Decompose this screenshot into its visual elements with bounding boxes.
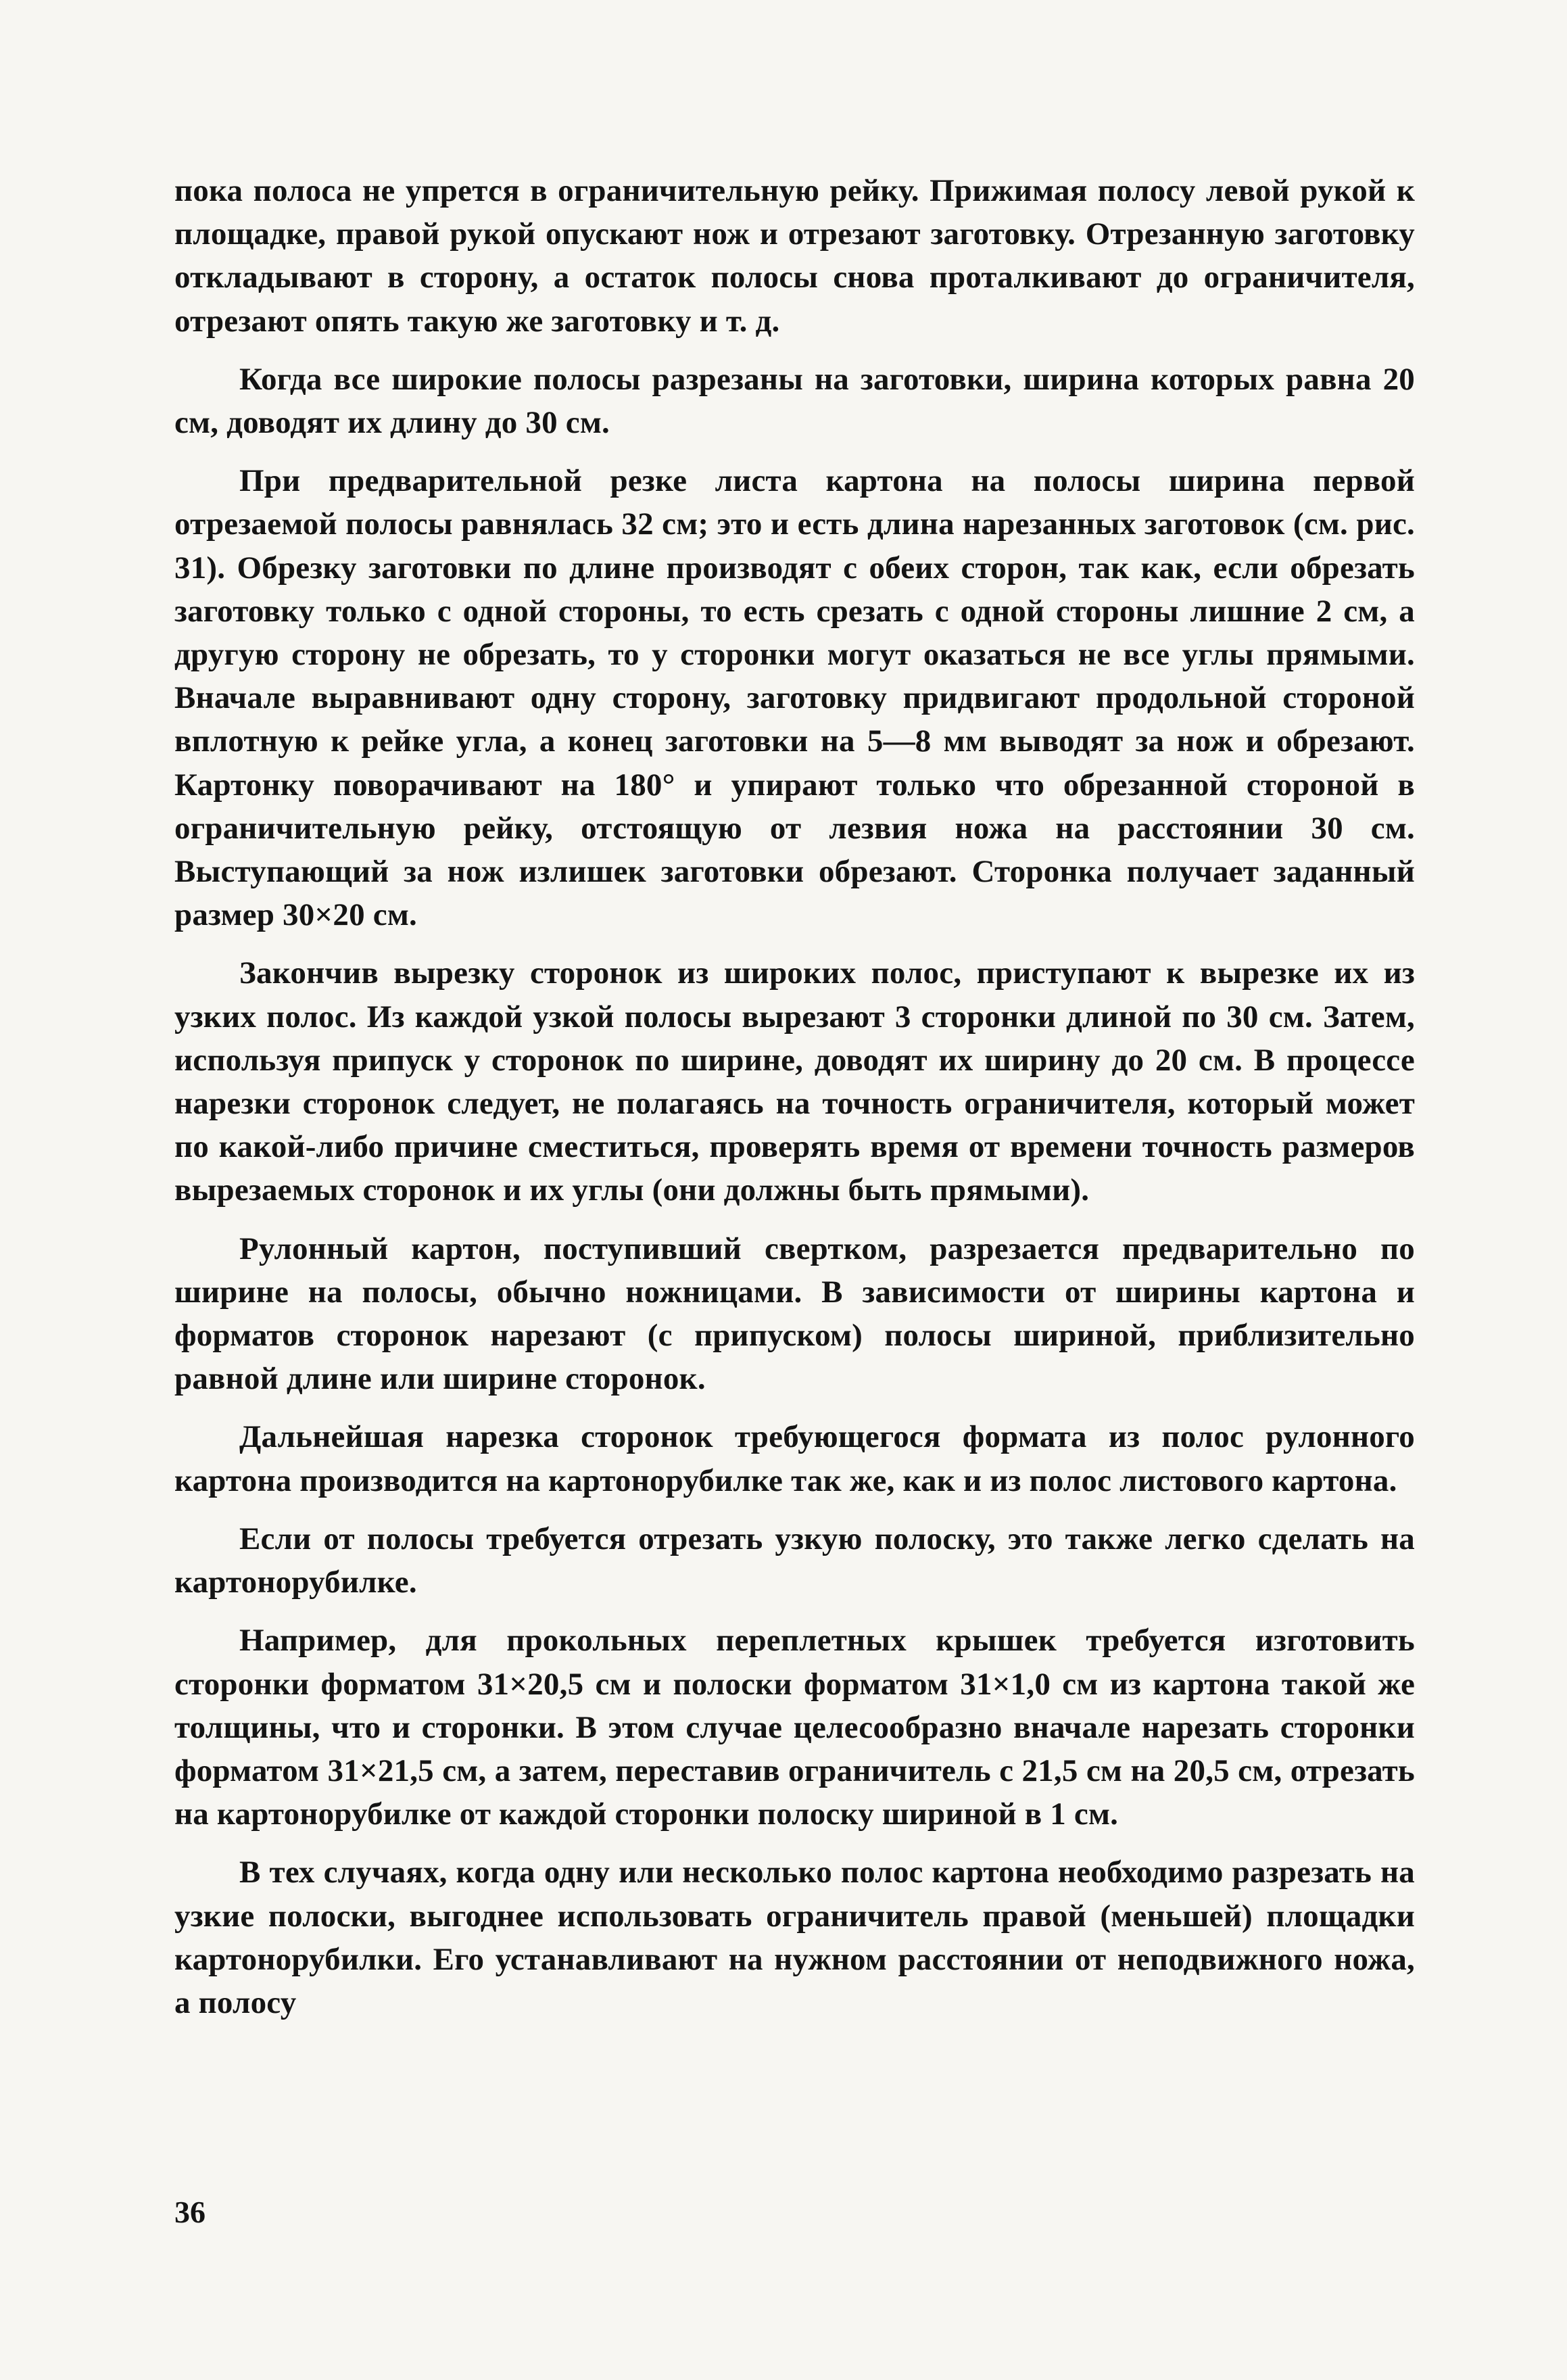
- paragraph-2: Когда все широкие полосы разрезаны на заготовки, ширина которых равна 20 см, доводят их длину до 30 см.: [174, 361, 1415, 441]
- paragraph-1: пока полоса не упрется в ограничительную рейку. Прижимая полосу левой рукой к площадке, правой рукой опускают нож и отрезают заготовку. Отрезанную заготовку откладывают в сторону, а остаток полосы снова проталкивают до ограничителя, отрезают опять такую же заготовку и т. д.: [174, 173, 1415, 339]
- paragraph-7: Если от полосы требуется отрезать узкую полоску, это также легко сделать на картонорубилке.: [174, 1521, 1415, 1600]
- paragraph-8: Например, для прокольных переплетных крышек требуется изготовить сторонки форматом 31×20,5 см и полоски форматом 31×1,0 см из картона такой же толщины, что и сторонки. В этом случае целесообразно вначале нарезать сторонки форматом 31×21,5 см, а затем, переставив ограничитель с 21,5 см на 20,5 см, отрезать на картонорубилке от каждой сторонки полоску шириной в 1 см.: [174, 1623, 1415, 1832]
- page-body: [174, 169, 1415, 2299]
- paragraph-9: В тех случаях, когда одну или несколько полос картона необходимо разрезать на узкие полоски, выгоднее использовать ограничитель правой (меньшей) площадки картонорубилки. Его устанавливают на нужном расстоянии от неподвижного ножа, а полосу: [174, 1855, 1415, 2020]
- paragraph-5: Рулонный картон, поступивший свертком, разрезается предварительно по ширине на полосы, обычно ножницами. В зависимости от ширины картона и форматов сторонок нарезают (с припуском) полосы шириной, приблизительно равной длине или ширине сторонок.: [174, 1231, 1415, 1397]
- paragraph-3: При предварительной резке листа картона на полосы ширина первой отрезаемой полосы равнялась 32 см; это и есть длина нарезанных заготовок (см. рис. 31). Обрезку заготовки по длине производят с обеих сторон, так как, если обрезать заготовку только с одной стороны, то есть срезать с одной стороны лишние 2 см, а другую сторону не обрезать, то у сторонки могут оказаться не все углы прямыми. Вначале выравнивают одну сторону, заготовку придвигают продольной стороной вплотную к рейке угла, а конец заготовки на 5—8 мм выводят за нож и обрезают. Картонку поворачивают на 180° и упирают только что обрезанной стороной в ограничительную рейку, отстоящую от лезвия ножа на расстоянии 30 см. Выступающий за нож излишек заготовки обрезают. Сторонка получает заданный размер 30×20 см.: [174, 463, 1415, 933]
- paragraph-6: Дальнейшая нарезка сторонок требующегося формата из полос рулонного картона производится на картонорубилке так же, как и из полос листового картона.: [174, 1419, 1415, 1498]
- paragraph-4: Закончив вырезку сторонок из широких полос, приступают к вырезке их из узких полос. Из каждой узкой полосы вырезают 3 сторонки длиной по 30 см. Затем, используя припуск у сторонок по ширине, доводят их ширину до 20 см. В процессе нарезки сторонок следует, не полагаясь на точность ограничителя, который может по какой-либо причине сместиться, проверять время от времени точность размеров вырезаемых сторонок и их углы (они должны быть прямыми).: [174, 955, 1415, 1208]
- page-number: 36: [174, 2195, 206, 2229]
